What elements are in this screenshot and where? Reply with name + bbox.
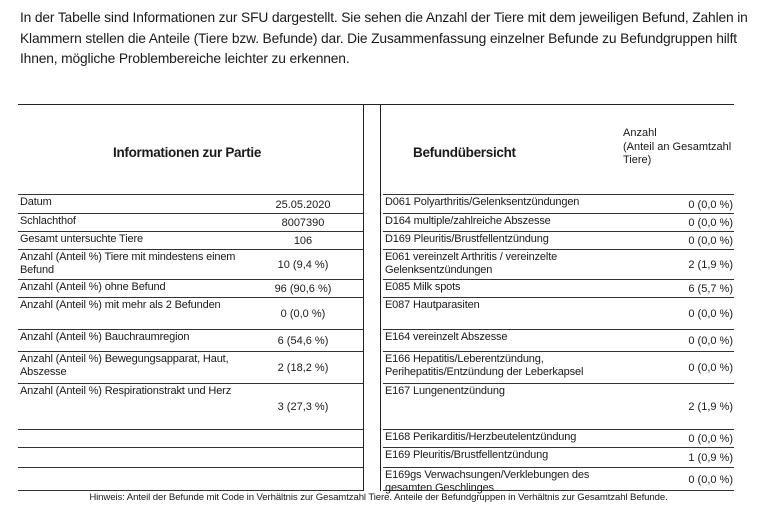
- intro-text: In der Tabelle sind Informationen zur SFU dargestellt. Sie sehen die Anzahl der Tiere mit dem jeweiligen Befund, Zahlen in Klammern stellen die Anteile (Tiere bzw. Befunde) dar. Die Zusammenfassung einzelner Befunde zu Befundgruppen hilft Ihnen, mögliche Problembereiche leichter zu erkennen.: [20, 10, 748, 66]
- befund-row: [383, 280, 734, 298]
- befund-label: E061 vereinzelt Arthritis / vereinzelte Gelenksentzündungen: [385, 251, 558, 276]
- befund-label: E164 vereinzelt Abszesse: [385, 331, 508, 343]
- partie-info-row: [18, 250, 363, 280]
- befund-column: [383, 105, 734, 494]
- befund-value: 6 (5,7 %): [688, 283, 733, 295]
- befund-value: 2 (1,9 %): [688, 259, 733, 271]
- befund-value: 0 (0,0 %): [688, 199, 733, 211]
- befund-row: [383, 330, 734, 352]
- partie-info-column: [18, 105, 363, 491]
- befund-label: E169gs Verwachsungen/Verklebungen des gesamten Geschlinges: [385, 469, 590, 494]
- partie-info-row: [18, 448, 363, 468]
- partie-info-row: [18, 384, 363, 430]
- count-header: Anzahl (Anteil an Gesamtzahl Tiere): [623, 127, 732, 166]
- partie-info-value: 6 (54,6 %): [277, 335, 329, 347]
- partie-info-row: [18, 352, 363, 384]
- partie-info-value: 0 (0,0 %): [280, 308, 326, 320]
- befund-label: E168 Perikarditis/Herzbeutelentzündung: [385, 431, 577, 443]
- partie-info-label: Anzahl (Anteil %) Tiere mit mindestens einem Befund: [20, 251, 236, 276]
- column-divider: [363, 105, 364, 491]
- befund-row: [383, 468, 734, 494]
- befund-label: D061 Polyarthritis/Gelenksentzündungen: [385, 196, 580, 208]
- befund-value: 0 (0,0 %): [688, 308, 733, 320]
- partie-info-label: Anzahl (Anteil %) Bauchraumregion: [20, 331, 190, 343]
- partie-info-header: Informationen zur Partie: [113, 145, 262, 160]
- partie-info-value: 106: [293, 235, 313, 247]
- befund-label: E167 Lungenentzündung: [385, 385, 505, 397]
- partie-info-row: [18, 330, 363, 352]
- befund-value: 0 (0,0 %): [688, 474, 733, 486]
- partie-info-row: [18, 232, 363, 250]
- partie-info-row: [18, 468, 363, 491]
- befund-row: [383, 194, 734, 214]
- befund-row: [383, 430, 734, 448]
- befund-row: [383, 250, 734, 280]
- partie-info-value: 25.05.2020: [275, 199, 331, 211]
- partie-info-row: [18, 280, 363, 298]
- sfu-table: [18, 104, 734, 494]
- befund-value: 1 (0,9 %): [688, 452, 733, 464]
- partie-info-row: [18, 214, 363, 232]
- partie-info-label: Anzahl (Anteil %) mit mehr als 2 Befunden: [20, 299, 221, 311]
- befund-value: 0 (0,0 %): [688, 335, 733, 347]
- befund-value: 2 (1,9 %): [688, 401, 733, 413]
- befund-row: [383, 298, 734, 330]
- befund-label: D169 Pleuritis/Brustfellentzündung: [385, 233, 549, 245]
- befund-label: E169 Pleuritis/Brustfellentzündung: [385, 449, 549, 461]
- befund-value: 0 (0,0 %): [688, 217, 733, 229]
- befund-label: E085 Milk spots: [385, 281, 461, 293]
- befund-row: [383, 352, 734, 384]
- partie-info-label: Anzahl (Anteil %) ohne Befund: [20, 281, 166, 293]
- partie-info-row: [18, 194, 363, 214]
- partie-info-label: Gesamt untersuchte Tiere: [20, 233, 143, 245]
- befund-value: 0 (0,0 %): [688, 433, 733, 445]
- partie-info-row: [18, 298, 363, 330]
- column-divider: [380, 105, 381, 491]
- befund-row: [383, 448, 734, 468]
- befund-value: 0 (0,0 %): [688, 235, 733, 247]
- befund-label: E087 Hautparasiten: [385, 299, 480, 311]
- befund-header: Befundübersicht: [413, 145, 516, 160]
- partie-info-label: Anzahl (Anteil %) Bewegungsapparat, Haut, Abszesse: [20, 353, 229, 378]
- befund-value: 0 (0,0 %): [688, 362, 733, 374]
- befund-label: E166 Hepatitis/Leberentzündung, Perihepatitis/Entzündung der Leberkapsel: [385, 353, 584, 378]
- partie-info-value: 2 (18,2 %): [277, 362, 329, 374]
- partie-info-value: 3 (27,3 %): [277, 401, 329, 413]
- partie-info-value: 96 (90,6 %): [274, 283, 332, 295]
- partie-info-value: 10 (9,4 %): [277, 259, 329, 271]
- befund-label: D164 multiple/zahlreiche Abszesse: [385, 215, 551, 227]
- partie-info-value: 8007390: [281, 217, 325, 229]
- footnote: Hinweis: Anteil der Befunde mit Code in Verhältnis zur Gesamtzahl Tiere. Anteile der Befundgruppen in Verhältnis zur Gesamtzahl Befunde.: [89, 492, 668, 503]
- partie-info-label: Schlachthof: [20, 215, 76, 227]
- partie-info-label: Datum: [20, 196, 52, 208]
- befund-row: [383, 232, 734, 250]
- befund-row: [383, 384, 734, 430]
- partie-info-row: [18, 430, 363, 448]
- befund-row: [383, 214, 734, 232]
- partie-info-label: Anzahl (Anteil %) Respirationstrakt und Herz: [20, 385, 232, 397]
